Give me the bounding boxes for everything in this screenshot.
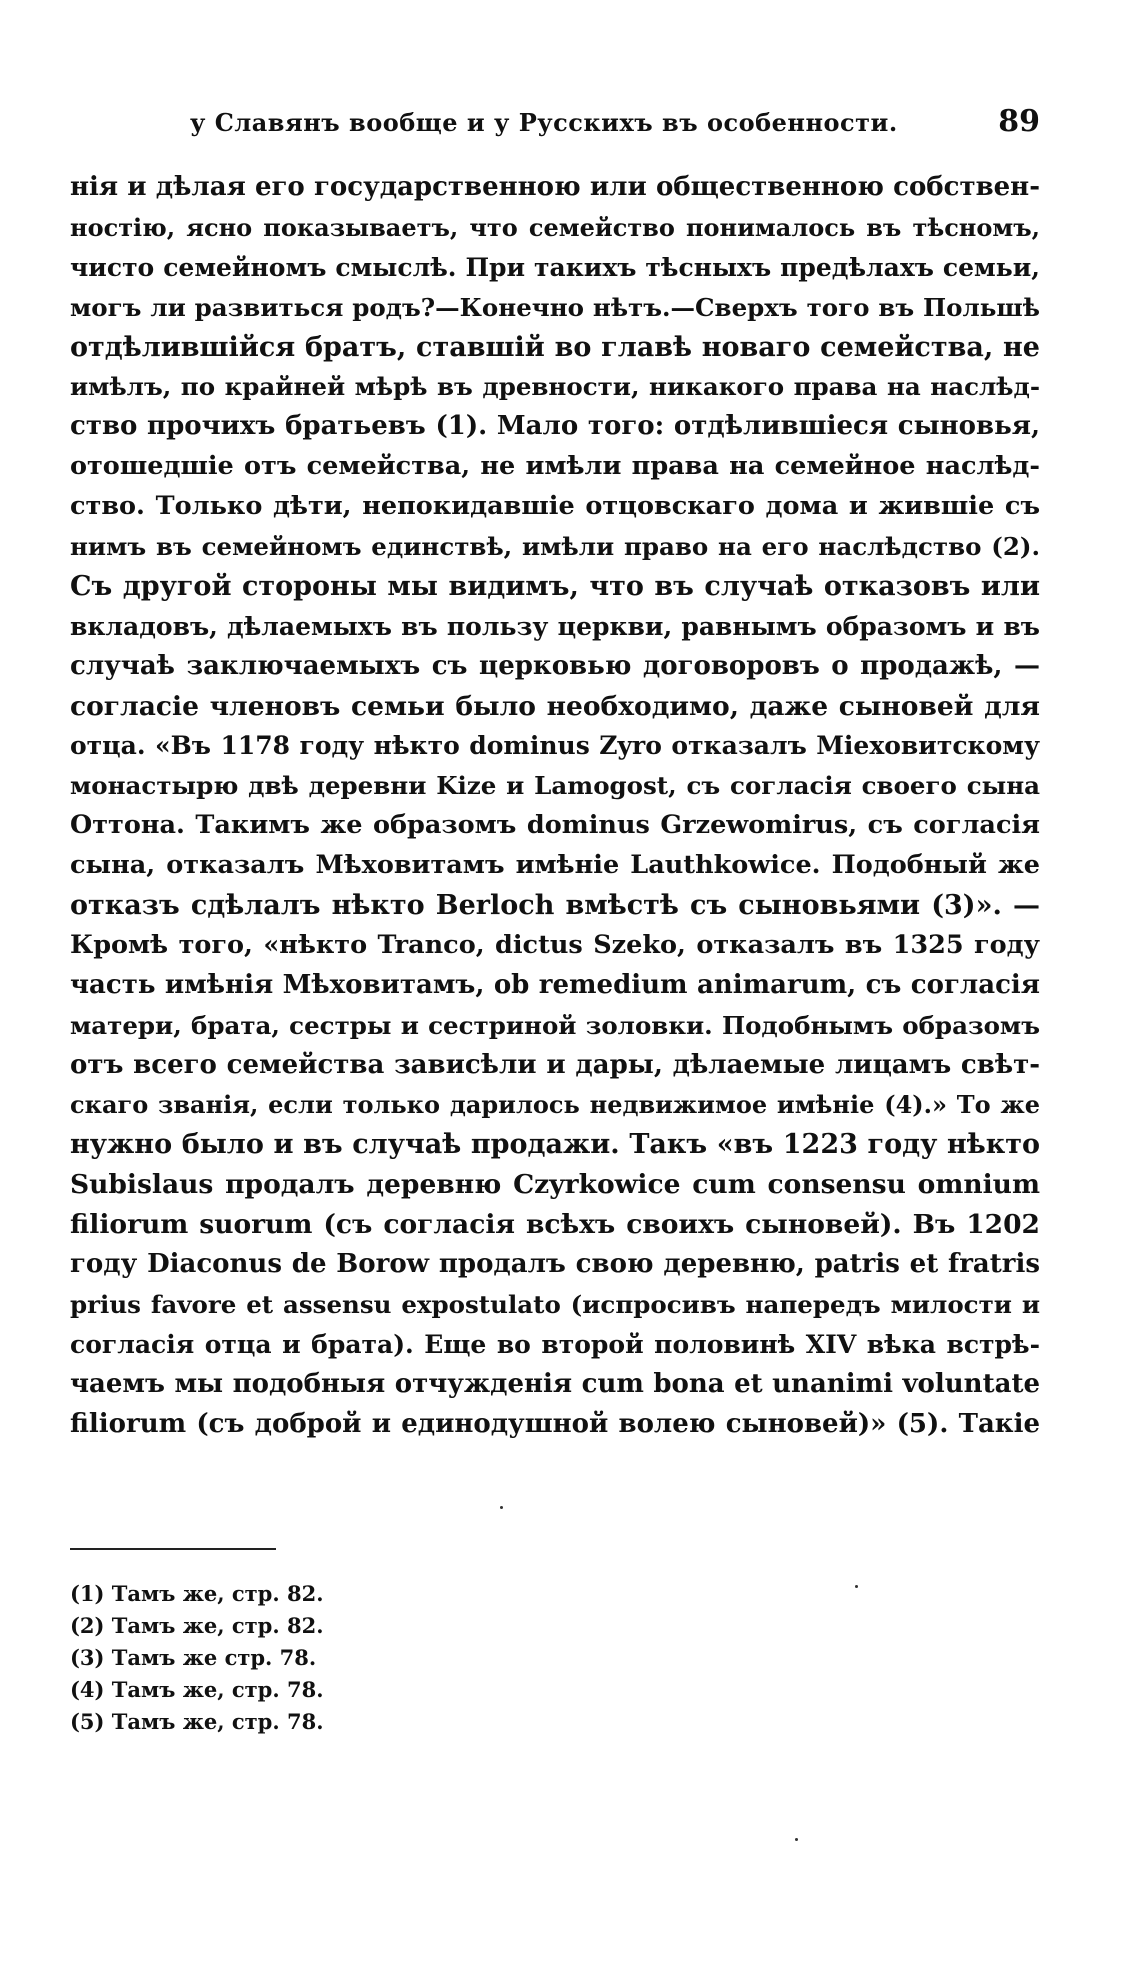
text-line: нимъ въ семейномъ единствѣ, имѣли право на его наслѣдство (2).	[70, 532, 1040, 562]
footnote: (2) Тамъ же, стр. 82.	[70, 1613, 324, 1638]
text-line: сына, отказалъ Мѣховитамъ имѣніе Lauthkowice. Подобный же	[70, 850, 1040, 881]
text-line: согласіе членовъ семьи было необходимо, даже сыновей для	[70, 690, 1040, 722]
text-line: ство прочихъ братьевъ (1). Мало того: отдѣлившіеся сыновья,	[70, 411, 1040, 442]
footnote-divider	[70, 1548, 276, 1550]
text-line: отказъ сдѣлалъ нѣкто Berloch вмѣстѣ съ сыновьями (3)». —	[70, 890, 1040, 922]
text-line: матери, брата, сестры и сестриной золовки. Подобнымъ образомъ	[70, 1010, 1040, 1040]
text-line: имѣлъ, по крайней мѣрѣ въ древности, никакого права на наслѣд-	[70, 372, 1040, 402]
print-speck	[500, 1506, 503, 1509]
text-line: согласія отца и брата). Еще во второй половинѣ XIV вѣка встрѣ-	[70, 1329, 1040, 1359]
print-speck	[795, 1838, 798, 1841]
running-title: у Славянъ вообще и у Русскихъ въ особенности.	[190, 108, 898, 137]
text-line: нужно было и въ случаѣ продажи. Такъ «въ 1223 году нѣкто	[70, 1129, 1040, 1161]
text-line: случаѣ заключаемыхъ съ церковью договоровъ о продажѣ, —	[70, 650, 1040, 681]
text-line: году Diaconus de Borow продалъ свою деревню, patris et fratris	[70, 1249, 1040, 1280]
body-text	[70, 168, 1040, 1445]
footnote: (1) Тамъ же, стр. 82.	[70, 1581, 324, 1606]
text-line: отошедшіе отъ семейства, не имѣли права на семейное наслѣд-	[70, 451, 1040, 482]
footnote: (5) Тамъ же, стр. 78.	[70, 1709, 324, 1734]
text-line: скаго званія, если только дарилось недвижимое имѣніе (4).» То же	[70, 1090, 1040, 1120]
text-line: нія и дѣлая его государственною или общественною собствен-	[70, 172, 1040, 202]
print-speck	[855, 1585, 858, 1588]
text-line: часть имѣнія Мѣховитамъ, ob remedium animarum, съ согласія	[70, 969, 1040, 1000]
text-line: filiorum (съ доброй и единодушной волею сыновей)» (5). Такіе	[70, 1408, 1040, 1439]
text-line: отдѣлившійся братъ, ставшій во главѣ новаго семейства, не	[70, 331, 1040, 363]
text-line: Оттона. Такимъ же образомъ dominus Grzewomirus, съ согласія	[70, 810, 1040, 841]
text-line: filiorum suorum (съ согласія всѣхъ своихъ сыновей). Въ 1202	[70, 1209, 1040, 1241]
text-line: отца. «Въ 1178 году нѣкто dominus Zyro отказалъ Міеховитскому	[70, 731, 1040, 761]
running-head	[70, 100, 1040, 150]
text-line: могъ ли развиться родъ?—Конечно нѣтъ.—Сверхъ того въ Польшѣ	[70, 292, 1040, 322]
text-line: ство. Только дѣти, непокидавшіе отцовскаго дома и жившіе съ	[70, 491, 1040, 522]
footnotes	[70, 1578, 470, 1738]
footnote: (3) Тамъ же стр. 78.	[70, 1645, 317, 1670]
text-line: монастырю двѣ деревни Kize и Lamogost, съ согласія своего сына	[70, 771, 1040, 801]
text-line: отъ всего семейства зависѣли и дары, дѣлаемые лицамъ свѣт-	[70, 1049, 1040, 1080]
text-line: вкладовъ, дѣлаемыхъ въ пользу церкви, равнымъ образомъ и въ	[70, 611, 1040, 641]
text-line: prius favore et assensu expostulato (испросивъ напередъ милости и	[70, 1289, 1040, 1319]
text-line: Subislaus продалъ деревню Czyrkowice cum consensu omnium	[70, 1169, 1040, 1201]
text-line: чисто семейномъ смыслѣ. При такихъ тѣсныхъ предѣлахъ семьи,	[70, 252, 1040, 282]
text-line: Съ другой стороны мы видимъ, что въ случаѣ отказовъ или	[70, 570, 1040, 602]
text-line: ностію, ясно показываетъ, что семейство понималось въ тѣсномъ,	[70, 212, 1040, 242]
text-line: чаемъ мы подобныя отчужденія cum bona et unanimi voluntate	[70, 1368, 1040, 1399]
text-line: Кромѣ того, «нѣкто Tranco, dictus Szeko, отказалъ въ 1325 году	[70, 929, 1040, 960]
footnote: (4) Тамъ же, стр. 78.	[70, 1677, 324, 1702]
page-number: 89	[998, 104, 1040, 139]
